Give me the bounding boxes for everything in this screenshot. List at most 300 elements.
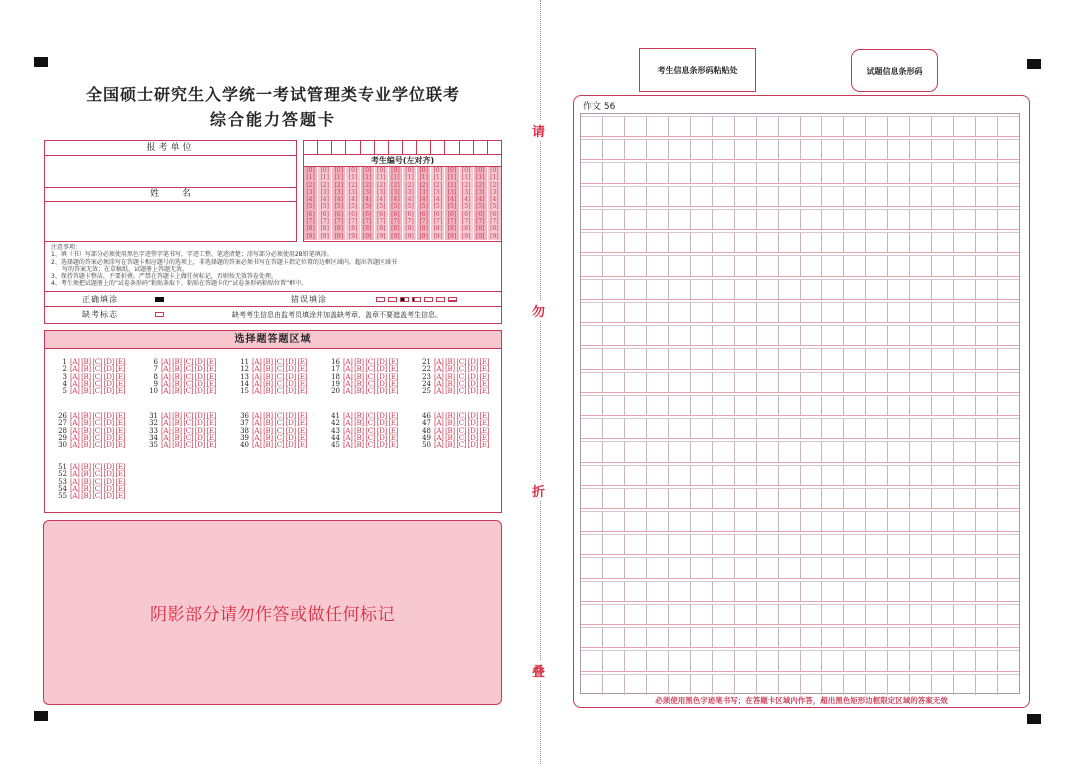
id-digit-box[interactable] xyxy=(332,141,346,154)
answer-bubble[interactable]: [B] xyxy=(81,387,91,396)
essay-grid-cell[interactable] xyxy=(647,581,669,601)
id-bubble[interactable]: [3] xyxy=(391,188,400,196)
essay-grid-cell[interactable] xyxy=(669,534,691,554)
essay-grid-cell[interactable] xyxy=(954,488,976,508)
answer-bubble[interactable]: [C] xyxy=(183,358,194,366)
answer-bubble[interactable]: [E] xyxy=(479,379,490,388)
answer-bubble[interactable]: [D] xyxy=(467,426,478,435)
essay-grid-cell[interactable] xyxy=(844,534,866,554)
answer-bubble[interactable]: [B] xyxy=(354,426,364,435)
essay-grid-cell[interactable] xyxy=(735,209,757,229)
essay-grid-cell[interactable] xyxy=(932,325,954,345)
id-bubble[interactable]: [0] xyxy=(490,167,499,174)
answer-bubble[interactable]: [D] xyxy=(194,379,205,388)
essay-grid-cell[interactable] xyxy=(954,209,976,229)
essay-grid-cell[interactable] xyxy=(932,139,954,159)
answer-bubble[interactable]: [A] xyxy=(343,441,353,450)
answer-bubble[interactable]: [A] xyxy=(161,426,171,435)
essay-grid-cell[interactable] xyxy=(910,139,932,159)
answer-bubble[interactable]: [A] xyxy=(343,358,353,366)
id-bubble[interactable]: [1] xyxy=(476,174,485,182)
answer-bubble[interactable]: [A] xyxy=(434,358,444,366)
id-bubble[interactable]: [3] xyxy=(405,188,414,196)
essay-grid-cell[interactable] xyxy=(822,372,844,392)
answer-bubble[interactable]: [A] xyxy=(161,387,171,396)
answer-bubble[interactable]: [D] xyxy=(285,365,296,374)
essay-grid-cell[interactable] xyxy=(713,627,735,647)
essay-grid-cell[interactable] xyxy=(757,557,779,577)
essay-grid-cell[interactable] xyxy=(713,418,735,438)
id-bubble[interactable]: [2] xyxy=(447,181,457,189)
essay-grid-cell[interactable] xyxy=(954,232,976,252)
answer-bubble[interactable]: [A] xyxy=(252,412,262,420)
answer-bubble[interactable]: [C] xyxy=(456,365,467,374)
essay-grid-cell[interactable] xyxy=(801,534,823,554)
answer-bubble[interactable]: [D] xyxy=(194,372,205,381)
answer-bubble[interactable]: [A] xyxy=(252,441,262,450)
id-bubble[interactable]: [6] xyxy=(320,210,329,218)
essay-grid-cell[interactable] xyxy=(822,511,844,531)
essay-grid-cell[interactable] xyxy=(713,488,735,508)
essay-grid-cell[interactable] xyxy=(976,325,998,345)
essay-grid-cell[interactable] xyxy=(757,418,779,438)
essay-grid-cell[interactable] xyxy=(581,279,603,299)
answer-bubble[interactable]: [A] xyxy=(161,433,171,442)
answer-bubble[interactable]: [B] xyxy=(354,379,364,388)
id-bubble[interactable]: [3] xyxy=(320,188,329,196)
answer-bubble[interactable]: [C] xyxy=(92,477,103,486)
answer-bubble[interactable]: [B] xyxy=(445,441,455,450)
essay-grid-cell[interactable] xyxy=(625,325,647,345)
essay-grid-cell[interactable] xyxy=(822,650,844,670)
answer-bubble[interactable]: [B] xyxy=(354,419,364,428)
answer-bubble[interactable]: [D] xyxy=(103,441,114,450)
essay-grid-cell[interactable] xyxy=(691,557,713,577)
id-bubble[interactable]: [2] xyxy=(476,181,485,189)
answer-bubble[interactable]: [C] xyxy=(92,358,103,366)
answer-bubble[interactable]: [E] xyxy=(388,426,399,435)
answer-bubble[interactable]: [A] xyxy=(343,433,353,442)
essay-grid-cell[interactable] xyxy=(954,418,976,438)
answer-bubble[interactable]: [D] xyxy=(285,419,296,428)
answer-bubble[interactable]: [E] xyxy=(479,419,490,428)
id-digit-box[interactable] xyxy=(375,141,389,154)
essay-grid-cell[interactable] xyxy=(691,627,713,647)
answer-bubble[interactable]: [E] xyxy=(115,433,126,442)
id-bubble[interactable]: [7] xyxy=(377,218,386,226)
answer-bubble[interactable]: [B] xyxy=(81,358,91,366)
essay-grid-cell[interactable] xyxy=(757,581,779,601)
essay-grid-cell[interactable] xyxy=(669,650,691,670)
id-bubble[interactable]: [2] xyxy=(320,181,329,189)
essay-grid-cell[interactable] xyxy=(735,674,757,695)
answer-bubble[interactable]: [B] xyxy=(81,433,91,442)
answer-bubble[interactable]: [A] xyxy=(70,477,80,486)
essay-grid-cell[interactable] xyxy=(757,186,779,206)
essay-grid-cell[interactable] xyxy=(581,116,603,136)
essay-grid-cell[interactable] xyxy=(691,139,713,159)
essay-grid-cell[interactable] xyxy=(998,162,1019,182)
essay-grid-cell[interactable] xyxy=(625,674,647,695)
answer-bubble[interactable]: [D] xyxy=(103,365,114,374)
answer-bubble[interactable]: [A] xyxy=(434,441,444,450)
essay-grid-cell[interactable] xyxy=(735,395,757,415)
essay-grid-cell[interactable] xyxy=(998,325,1019,345)
id-bubble[interactable]: [1] xyxy=(405,174,414,182)
id-bubble[interactable]: [9] xyxy=(362,232,372,240)
essay-grid-cell[interactable] xyxy=(998,441,1019,461)
answer-bubble[interactable]: [A] xyxy=(343,379,353,388)
id-bubble[interactable]: [2] xyxy=(490,181,499,189)
answer-bubble[interactable]: [E] xyxy=(479,372,490,381)
answer-bubble[interactable]: [D] xyxy=(103,379,114,388)
essay-grid-cell[interactable] xyxy=(844,465,866,485)
essay-grid-cell[interactable] xyxy=(932,116,954,136)
essay-grid-cell[interactable] xyxy=(735,581,757,601)
answer-bubble[interactable]: [A] xyxy=(434,379,444,388)
essay-grid-cell[interactable] xyxy=(866,627,888,647)
essay-grid-cell[interactable] xyxy=(801,465,823,485)
essay-grid-cell[interactable] xyxy=(735,465,757,485)
essay-grid-cell[interactable] xyxy=(669,557,691,577)
answer-bubble[interactable]: [A] xyxy=(252,365,262,374)
answer-bubble[interactable]: [C] xyxy=(456,412,467,420)
essay-grid-cell[interactable] xyxy=(932,441,954,461)
answer-bubble[interactable]: [E] xyxy=(115,419,126,428)
id-bubble[interactable]: [1] xyxy=(334,174,344,182)
answer-bubble[interactable]: [A] xyxy=(70,387,80,396)
answer-bubble[interactable]: [C] xyxy=(183,379,194,388)
id-bubble[interactable]: [9] xyxy=(461,232,471,240)
essay-grid-cell[interactable] xyxy=(625,604,647,624)
essay-grid-cell[interactable] xyxy=(866,674,888,695)
essay-grid-cell[interactable] xyxy=(998,581,1019,601)
essay-grid-cell[interactable] xyxy=(757,650,779,670)
essay-grid-cell[interactable] xyxy=(735,186,757,206)
id-bubble[interactable]: [2] xyxy=(348,181,358,189)
id-digit-box[interactable] xyxy=(460,141,474,154)
essay-grid-cell[interactable] xyxy=(779,488,801,508)
essay-grid-cell[interactable] xyxy=(910,534,932,554)
essay-grid-cell[interactable] xyxy=(757,372,779,392)
essay-grid-cell[interactable] xyxy=(888,488,910,508)
essay-grid-cell[interactable] xyxy=(976,534,998,554)
answer-bubble[interactable]: [A] xyxy=(70,463,80,471)
answer-bubble[interactable]: [C] xyxy=(365,419,376,428)
answer-bubble[interactable]: [A] xyxy=(343,372,353,381)
essay-grid-cell[interactable] xyxy=(647,418,669,438)
id-bubble[interactable]: [0] xyxy=(405,167,414,174)
essay-grid-cell[interactable] xyxy=(581,650,603,670)
essay-grid-cell[interactable] xyxy=(998,650,1019,670)
answer-bubble[interactable]: [E] xyxy=(479,426,490,435)
essay-grid-cell[interactable] xyxy=(801,255,823,275)
essay-grid-cell[interactable] xyxy=(757,162,779,182)
essay-grid-cell[interactable] xyxy=(757,232,779,252)
answer-bubble[interactable]: [C] xyxy=(92,365,103,374)
answer-bubble[interactable]: [A] xyxy=(70,470,80,479)
essay-grid-cell[interactable] xyxy=(844,348,866,368)
essay-grid-cell[interactable] xyxy=(844,488,866,508)
essay-grid-cell[interactable] xyxy=(713,534,735,554)
essay-grid-cell[interactable] xyxy=(647,650,669,670)
id-bubble[interactable]: [8] xyxy=(348,225,358,233)
id-bubble[interactable]: [5] xyxy=(320,203,329,211)
essay-grid-cell[interactable] xyxy=(998,279,1019,299)
essay-grid-cell[interactable] xyxy=(844,116,866,136)
answer-bubble[interactable]: [E] xyxy=(479,358,490,366)
essay-grid-cell[interactable] xyxy=(932,465,954,485)
essay-grid-cell[interactable] xyxy=(669,465,691,485)
answer-bubble[interactable]: [B] xyxy=(354,433,364,442)
answer-bubble[interactable]: [D] xyxy=(103,433,114,442)
essay-grid-cell[interactable] xyxy=(932,209,954,229)
essay-grid-cell[interactable] xyxy=(647,116,669,136)
id-bubble[interactable]: [0] xyxy=(419,167,428,174)
essay-grid-cell[interactable] xyxy=(581,255,603,275)
essay-grid-cell[interactable] xyxy=(603,302,625,322)
essay-grid-cell[interactable] xyxy=(822,325,844,345)
answer-bubble[interactable]: [B] xyxy=(172,426,182,435)
answer-bubble[interactable]: [E] xyxy=(206,419,217,428)
essay-grid-cell[interactable] xyxy=(603,395,625,415)
answer-bubble[interactable]: [A] xyxy=(70,372,80,381)
id-bubble[interactable]: [8] xyxy=(391,225,400,233)
essay-grid-cell[interactable] xyxy=(866,325,888,345)
answer-bubble[interactable]: [E] xyxy=(388,365,399,374)
answer-bubble[interactable]: [C] xyxy=(92,412,103,420)
answer-bubble[interactable]: [B] xyxy=(445,419,455,428)
answer-bubble[interactable]: [B] xyxy=(81,477,91,486)
essay-grid-cell[interactable] xyxy=(647,209,669,229)
answer-bubble[interactable]: [C] xyxy=(365,379,376,388)
essay-grid-cell[interactable] xyxy=(735,302,757,322)
essay-grid-cell[interactable] xyxy=(581,162,603,182)
essay-grid-cell[interactable] xyxy=(954,534,976,554)
id-bubble[interactable]: [9] xyxy=(320,232,329,240)
answer-bubble[interactable]: [B] xyxy=(354,441,364,450)
answer-bubble[interactable]: [A] xyxy=(70,492,80,501)
answer-bubble[interactable]: [B] xyxy=(81,419,91,428)
essay-grid-cell[interactable] xyxy=(954,279,976,299)
essay-grid-cell[interactable] xyxy=(954,650,976,670)
answer-bubble[interactable]: [B] xyxy=(354,412,364,420)
id-digit-box[interactable] xyxy=(389,141,403,154)
answer-bubble[interactable]: [D] xyxy=(194,412,205,420)
id-bubble[interactable]: [4] xyxy=(377,196,386,204)
id-bubble[interactable]: [5] xyxy=(391,203,400,211)
answer-bubble[interactable]: [A] xyxy=(343,419,353,428)
answer-bubble[interactable]: [D] xyxy=(103,419,114,428)
essay-grid-cell[interactable] xyxy=(998,627,1019,647)
essay-grid-cell[interactable] xyxy=(647,465,669,485)
essay-grid-cell[interactable] xyxy=(735,627,757,647)
name-field[interactable] xyxy=(45,202,296,240)
essay-grid-cell[interactable] xyxy=(625,279,647,299)
answer-bubble[interactable]: [C] xyxy=(92,387,103,396)
essay-grid-cell[interactable] xyxy=(866,139,888,159)
answer-bubble[interactable]: [D] xyxy=(194,387,205,396)
essay-grid-cell[interactable] xyxy=(910,325,932,345)
answer-bubble[interactable]: [A] xyxy=(434,372,444,381)
essay-grid-cell[interactable] xyxy=(581,232,603,252)
essay-grid-cell[interactable] xyxy=(801,557,823,577)
essay-grid-cell[interactable] xyxy=(910,186,932,206)
answer-bubble[interactable]: [C] xyxy=(183,419,194,428)
essay-grid-cell[interactable] xyxy=(669,232,691,252)
essay-grid-cell[interactable] xyxy=(844,325,866,345)
answer-bubble[interactable]: [B] xyxy=(263,426,273,435)
id-bubble[interactable]: [6] xyxy=(476,210,485,218)
answer-bubble[interactable]: [A] xyxy=(434,426,444,435)
answer-bubble[interactable]: [A] xyxy=(343,387,353,396)
essay-grid-cell[interactable] xyxy=(625,255,647,275)
essay-grid-cell[interactable] xyxy=(844,372,866,392)
essay-grid-cell[interactable] xyxy=(581,534,603,554)
id-bubble[interactable]: [3] xyxy=(490,188,499,196)
essay-grid-cell[interactable] xyxy=(691,162,713,182)
id-bubble[interactable]: [6] xyxy=(447,210,457,218)
id-digit-box[interactable] xyxy=(346,141,360,154)
answer-bubble[interactable]: [C] xyxy=(92,379,103,388)
answer-bubble[interactable]: [E] xyxy=(479,365,490,374)
essay-grid-cell[interactable] xyxy=(669,162,691,182)
essay-grid-cell[interactable] xyxy=(669,139,691,159)
essay-grid-cell[interactable] xyxy=(801,395,823,415)
essay-grid-cell[interactable] xyxy=(866,534,888,554)
answer-bubble[interactable]: [D] xyxy=(194,358,205,366)
essay-grid-cell[interactable] xyxy=(801,674,823,695)
essay-grid-cell[interactable] xyxy=(910,465,932,485)
essay-grid-cell[interactable] xyxy=(713,372,735,392)
answer-bubble[interactable]: [C] xyxy=(274,387,285,396)
answer-bubble[interactable]: [B] xyxy=(172,412,182,420)
essay-grid-cell[interactable] xyxy=(976,511,998,531)
essay-grid-cell[interactable] xyxy=(801,604,823,624)
essay-grid-cell[interactable] xyxy=(581,511,603,531)
answer-bubble[interactable]: [C] xyxy=(183,433,194,442)
essay-grid-cell[interactable] xyxy=(954,116,976,136)
essay-grid-cell[interactable] xyxy=(735,139,757,159)
answer-bubble[interactable]: [D] xyxy=(194,433,205,442)
answer-bubble[interactable]: [B] xyxy=(445,412,455,420)
essay-grid-cell[interactable] xyxy=(603,604,625,624)
essay-grid-cell[interactable] xyxy=(581,372,603,392)
essay-grid-cell[interactable] xyxy=(888,650,910,670)
answer-bubble[interactable]: [C] xyxy=(274,358,285,366)
id-bubble[interactable]: [7] xyxy=(348,218,358,226)
essay-grid-cell[interactable] xyxy=(625,162,647,182)
essay-grid-cell[interactable] xyxy=(669,186,691,206)
essay-grid-cell[interactable] xyxy=(779,557,801,577)
answer-bubble[interactable]: [C] xyxy=(365,365,376,374)
essay-grid-cell[interactable] xyxy=(581,604,603,624)
essay-grid-cell[interactable] xyxy=(581,674,603,695)
essay-grid-cell[interactable] xyxy=(691,650,713,670)
essay-grid-cell[interactable] xyxy=(669,279,691,299)
essay-grid-cell[interactable] xyxy=(603,511,625,531)
essay-grid-cell[interactable] xyxy=(844,441,866,461)
answer-bubble[interactable]: [D] xyxy=(467,433,478,442)
answer-bubble[interactable]: [D] xyxy=(467,419,478,428)
id-bubble[interactable]: [3] xyxy=(306,188,315,196)
essay-grid-cell[interactable] xyxy=(581,465,603,485)
answer-bubble[interactable]: [C] xyxy=(274,426,285,435)
essay-grid-cell[interactable] xyxy=(757,302,779,322)
essay-grid-cell[interactable] xyxy=(647,488,669,508)
essay-grid-cell[interactable] xyxy=(691,255,713,275)
essay-grid-cell[interactable] xyxy=(932,348,954,368)
essay-grid-cell[interactable] xyxy=(713,674,735,695)
answer-bubble[interactable]: [A] xyxy=(343,412,353,420)
essay-grid-cell[interactable] xyxy=(691,232,713,252)
answer-bubble[interactable]: [C] xyxy=(274,412,285,420)
answer-bubble[interactable]: [B] xyxy=(81,470,91,479)
answer-bubble[interactable]: [B] xyxy=(81,463,91,471)
essay-grid-cell[interactable] xyxy=(954,511,976,531)
essay-grid-cell[interactable] xyxy=(735,372,757,392)
answer-bubble[interactable]: [D] xyxy=(194,441,205,450)
answer-bubble[interactable]: [C] xyxy=(456,441,467,450)
absent-checkbox[interactable] xyxy=(155,312,164,317)
essay-grid-cell[interactable] xyxy=(779,534,801,554)
essay-grid-cell[interactable] xyxy=(910,348,932,368)
essay-grid-cell[interactable] xyxy=(779,418,801,438)
id-bubble[interactable]: [9] xyxy=(334,232,344,240)
essay-grid-cell[interactable] xyxy=(866,581,888,601)
answer-bubble[interactable]: [A] xyxy=(434,412,444,420)
essay-grid-cell[interactable] xyxy=(888,674,910,695)
essay-grid-cell[interactable] xyxy=(691,348,713,368)
essay-grid-cell[interactable] xyxy=(625,511,647,531)
answer-bubble[interactable]: [D] xyxy=(285,426,296,435)
answer-bubble[interactable]: [B] xyxy=(263,379,273,388)
essay-grid-cell[interactable] xyxy=(625,465,647,485)
essay-grid-cell[interactable] xyxy=(954,604,976,624)
id-bubble[interactable]: [4] xyxy=(391,196,400,204)
answer-bubble[interactable]: [C] xyxy=(92,463,103,471)
answer-bubble[interactable]: [C] xyxy=(274,441,285,450)
essay-grid-cell[interactable] xyxy=(976,650,998,670)
answer-bubble[interactable]: [B] xyxy=(81,372,91,381)
id-bubble[interactable]: [4] xyxy=(476,196,485,204)
answer-bubble[interactable]: [A] xyxy=(70,433,80,442)
essay-grid-cell[interactable] xyxy=(866,650,888,670)
answer-bubble[interactable]: [B] xyxy=(81,441,91,450)
essay-grid-cell[interactable] xyxy=(691,116,713,136)
essay-grid-cell[interactable] xyxy=(669,581,691,601)
id-bubble[interactable]: [3] xyxy=(377,188,386,196)
essay-grid-cell[interactable] xyxy=(998,139,1019,159)
answer-bubble[interactable]: [B] xyxy=(445,387,455,396)
essay-grid-cell[interactable] xyxy=(822,465,844,485)
essay-grid-cell[interactable] xyxy=(976,604,998,624)
essay-grid-cell[interactable] xyxy=(779,348,801,368)
id-bubble[interactable]: [8] xyxy=(362,225,372,233)
essay-grid-cell[interactable] xyxy=(647,511,669,531)
essay-grid-cell[interactable] xyxy=(801,162,823,182)
id-digit-box[interactable] xyxy=(361,141,375,154)
essay-grid-cell[interactable] xyxy=(691,395,713,415)
essay-grid-cell[interactable] xyxy=(647,255,669,275)
essay-grid-cell[interactable] xyxy=(910,116,932,136)
answer-bubble[interactable]: [A] xyxy=(252,372,262,381)
answer-bubble[interactable]: [A] xyxy=(161,379,171,388)
essay-grid-cell[interactable] xyxy=(998,209,1019,229)
essay-grid-cell[interactable] xyxy=(647,279,669,299)
essay-grid-cell[interactable] xyxy=(822,232,844,252)
essay-grid-cell[interactable] xyxy=(757,325,779,345)
